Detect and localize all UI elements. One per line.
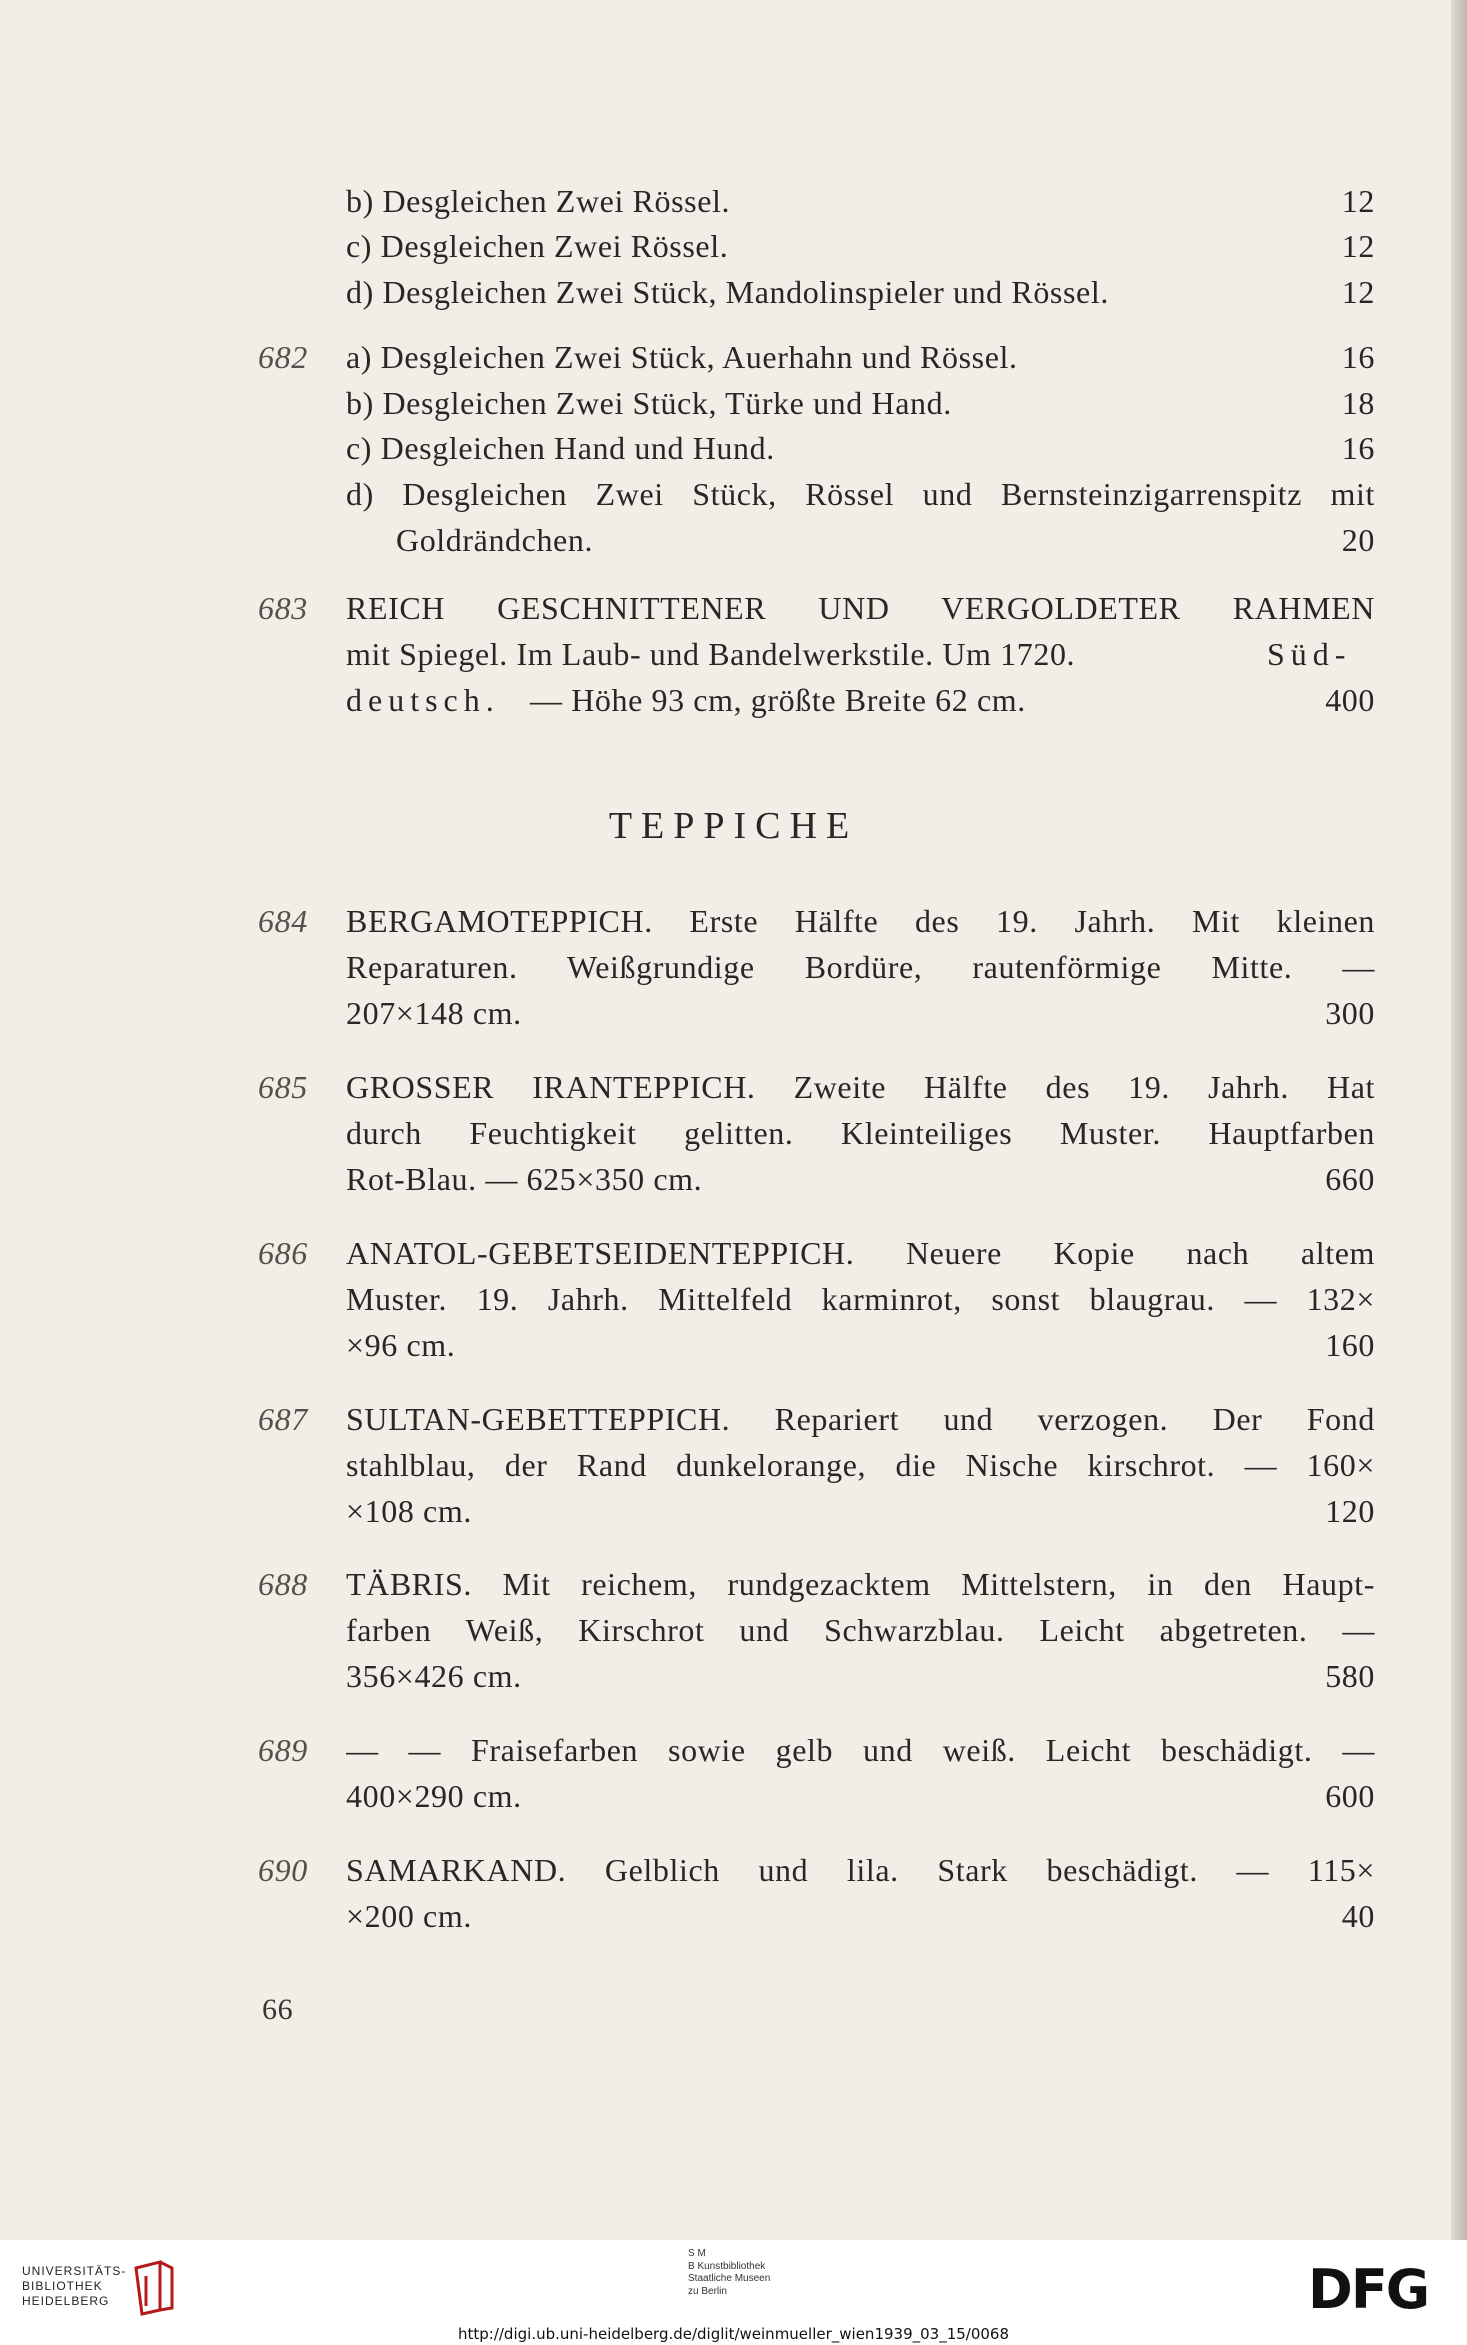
- entry-text: BERGAMOTEPPICH. Erste Hälfte des 19. Jahrh. Mit kleinen: [346, 903, 1375, 939]
- entry-price: 580: [1325, 1658, 1375, 1694]
- list-item: [0, 1607, 1467, 1653]
- entry-text: d) Desgleichen Zwei Stück, Mandolinspieler und Rössel.: [346, 274, 1109, 310]
- entry-text: 207×148 cm.: [346, 995, 522, 1031]
- entry-text: a) Desgleichen Zwei Stück, Auerhahn und Rössel.: [346, 339, 1018, 375]
- entry-text: 400×290 cm.: [346, 1778, 522, 1814]
- library-name: [22, 2264, 126, 2309]
- lot-number: 686: [258, 1235, 308, 1271]
- entry-price: 12: [1341, 228, 1375, 264]
- list-item: [0, 1727, 1467, 1773]
- list-item: [0, 1488, 1467, 1534]
- entry-text: mit Spiegel. Im Laub- und Bandelwerkstile. Um 1720.: [346, 636, 1076, 672]
- list-item: [0, 677, 1467, 723]
- library-name-line: BIBLIOTHEK: [22, 2279, 103, 2293]
- list-item: [0, 1064, 1467, 1110]
- entry-price: 12: [1341, 274, 1375, 310]
- entry-price: 18: [1341, 385, 1375, 421]
- entry-text: c) Desgleichen Hand und Hund.: [346, 430, 775, 466]
- lot-number: 682: [258, 339, 308, 375]
- entry-price: 300: [1325, 995, 1375, 1031]
- entry-text: ×200 cm.: [346, 1898, 472, 1934]
- list-item: [0, 1442, 1467, 1488]
- list-item: [0, 517, 1467, 563]
- list-item: [0, 1396, 1467, 1442]
- entry-price: 600: [1325, 1778, 1375, 1814]
- entry-price: 12: [1341, 183, 1375, 219]
- entry-text-spaced: Süd-: [1267, 636, 1352, 672]
- list-item: [0, 380, 1467, 426]
- entry-text: d) Desgleichen Zwei Stück, Rössel und Bernsteinzigarrenspitz mit: [346, 476, 1375, 512]
- list-item: [0, 1847, 1467, 1893]
- list-item: [0, 1773, 1467, 1819]
- entry-price: 400: [1325, 682, 1375, 718]
- entry-text: GROSSER IRANTEPPICH. Zweite Hälfte des 19. Jahrh. Hat: [346, 1069, 1375, 1105]
- list-item: [0, 1561, 1467, 1607]
- list-item: [0, 425, 1467, 471]
- entry-text: TÄBRIS. Mit reichem, rundgezacktem Mittelstern, in den Haupt-: [346, 1566, 1375, 1602]
- entry-text: ×108 cm.: [346, 1493, 472, 1529]
- entry-text: b) Desgleichen Zwei Rössel.: [346, 183, 731, 219]
- museum-credit-line: zu Berlin: [688, 2285, 727, 2297]
- entry-price: 16: [1341, 430, 1375, 466]
- list-item: [0, 1110, 1467, 1156]
- list-item: [0, 1893, 1467, 1939]
- museum-credit-line: B Kunstbibliothek: [688, 2260, 766, 2272]
- entry-text: Rot-Blau. — 625×350 cm.: [346, 1161, 703, 1197]
- museum-credit-line: Staatliche Museen: [688, 2273, 771, 2284]
- digitization-footer: [0, 2240, 1467, 2345]
- library-logo-icon: [130, 2258, 178, 2318]
- entry-text: Reparaturen. Weißgrundige Bordüre, rautenförmige Mitte. —: [346, 949, 1375, 985]
- entry-text: REICH GESCHNITTENER UND VERGOLDETER RAHMEN: [346, 590, 1375, 626]
- list-item: [0, 471, 1467, 517]
- entry-price: 660: [1325, 1161, 1375, 1197]
- museum-credit-line: S M: [688, 2248, 706, 2259]
- list-item: [0, 1322, 1467, 1368]
- library-name-line: HEIDELBERG: [22, 2294, 110, 2308]
- lot-number: 684: [258, 903, 308, 939]
- lot-number: 689: [258, 1732, 308, 1768]
- entry-text: SAMARKAND. Gelblich und lila. Stark beschädigt. — 115×: [346, 1852, 1375, 1888]
- list-item: [0, 631, 1467, 677]
- entry-price: 20: [1341, 522, 1375, 558]
- list-item: [0, 1276, 1467, 1322]
- dfg-logo: DFG: [1308, 2258, 1429, 2321]
- entry-text: SULTAN-GEBETTEPPICH. Repariert und verzogen. Der Fond: [346, 1401, 1375, 1437]
- list-item: [0, 944, 1467, 990]
- entry-price: 160: [1325, 1327, 1375, 1363]
- list-item: [0, 585, 1467, 631]
- lot-number: 683: [258, 590, 308, 626]
- page-number: 66: [262, 1993, 294, 2026]
- list-item: [0, 269, 1467, 315]
- entry-text: c) Desgleichen Zwei Rössel.: [346, 228, 729, 264]
- entry-text: durch Feuchtigkeit gelitten. Kleinteiliges Muster. Hauptfarben: [346, 1115, 1375, 1151]
- section-heading: TEPPICHE: [608, 805, 859, 847]
- lot-number: 687: [258, 1401, 308, 1437]
- entry-text: 356×426 cm.: [346, 1658, 522, 1694]
- list-item: [0, 990, 1467, 1036]
- list-item: [0, 334, 1467, 380]
- museum-credit: [688, 2248, 770, 2298]
- list-item: [0, 1653, 1467, 1699]
- list-item: [0, 178, 1467, 224]
- entry-text: — — Fraisefarben sowie gelb und weiß. Leicht beschädigt. —: [346, 1732, 1375, 1768]
- entry-text: — Höhe 93 cm, größte Breite 62 cm.: [530, 682, 1026, 718]
- entry-text: stahlblau, der Rand dunkelorange, die Nische kirschrot. — 160×: [346, 1447, 1375, 1483]
- entry-price: 40: [1341, 1898, 1375, 1934]
- entry-text: Goldrändchen.: [396, 522, 594, 558]
- lot-number: 690: [258, 1852, 308, 1888]
- entry-text: ×96 cm.: [346, 1327, 456, 1363]
- library-name-line: UNIVERSITÄTS-: [22, 2264, 127, 2278]
- list-item: [0, 1156, 1467, 1202]
- entry-price: 16: [1341, 339, 1375, 375]
- list-item: [0, 898, 1467, 944]
- entry-text-spaced: deutsch.: [346, 682, 500, 718]
- entry-text: ANATOL-GEBETSEIDENTEPPICH. Neuere Kopie nach altem: [346, 1235, 1375, 1271]
- entry-text: b) Desgleichen Zwei Stück, Türke und Hand.: [346, 385, 952, 421]
- list-item: [0, 223, 1467, 269]
- entry-text: Muster. 19. Jahrh. Mittelfeld karminrot, sonst blaugrau. — 132×: [346, 1281, 1375, 1317]
- lot-number: 685: [258, 1069, 308, 1105]
- list-item: [0, 1230, 1467, 1276]
- source-url[interactable]: http://digi.ub.uni-heidelberg.de/diglit/weinmueller_wien1939_03_15/0068: [457, 2325, 1010, 2343]
- entry-price: 120: [1325, 1493, 1375, 1529]
- entry-text: farben Weiß, Kirschrot und Schwarzblau. Leicht abgetreten. —: [346, 1612, 1375, 1648]
- lot-number: 688: [258, 1566, 308, 1602]
